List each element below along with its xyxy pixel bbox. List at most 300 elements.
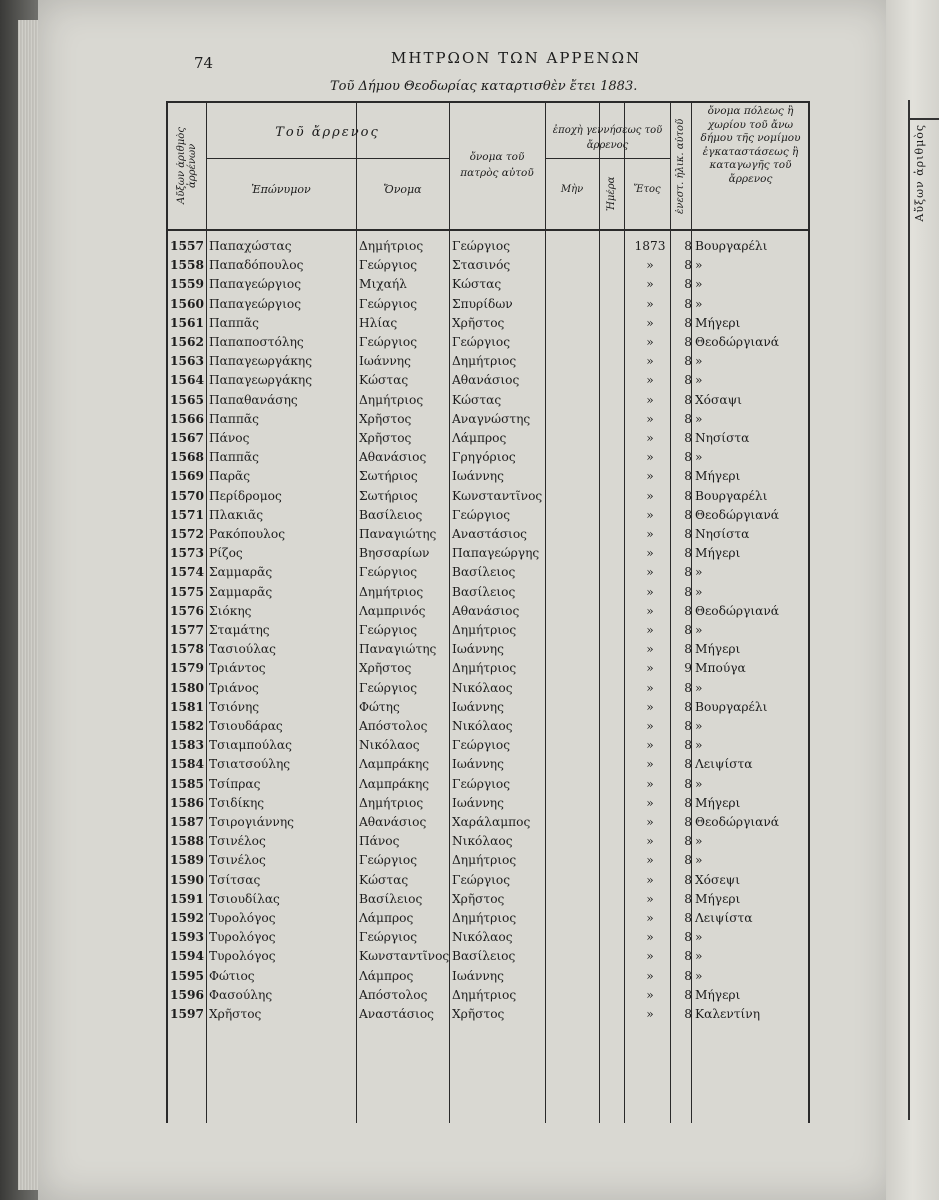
row-name: Αναστάσιος	[359, 1007, 434, 1021]
table-row	[166, 679, 806, 698]
row-name: Παναγιώτης	[359, 642, 437, 657]
row-year: »	[646, 661, 654, 676]
row-year: »	[646, 469, 654, 484]
row-serial: 1590	[170, 872, 204, 887]
row-father: Στασινός	[452, 258, 511, 273]
row-surname: Τσιουδάρας	[209, 719, 283, 733]
row-place: »	[695, 354, 703, 369]
row-year: 1873	[634, 239, 666, 253]
row-surname: Παπαδόπουλος	[209, 258, 304, 273]
table-row	[166, 621, 806, 640]
row-year: »	[646, 776, 654, 791]
row-serial: 1575	[170, 584, 204, 599]
row-name: Φώτης	[359, 699, 400, 714]
row-age: 8	[684, 795, 692, 810]
row-age: 8	[684, 603, 692, 618]
row-place: Μήγερι	[695, 987, 741, 1002]
row-name: Αθανάσιος	[359, 815, 427, 829]
table-row	[166, 928, 806, 947]
header-surname: Ἐπώνυμον	[251, 183, 311, 196]
row-surname: Τυρολόγος	[209, 949, 276, 964]
row-surname: Παπαθανάσης	[209, 392, 298, 407]
row-name: Γεώργιος	[359, 853, 418, 868]
row-serial: 1584	[170, 757, 204, 772]
row-serial: 1581	[170, 699, 204, 714]
row-serial: 1577	[170, 623, 204, 637]
row-surname: Παπαποστόλης	[209, 335, 304, 349]
row-year: »	[646, 335, 654, 349]
row-year: »	[646, 1007, 654, 1021]
row-father: Δημήτριος	[452, 987, 517, 1002]
row-age: 8	[684, 527, 692, 541]
row-name: Κώστας	[359, 373, 409, 388]
row-year: »	[646, 757, 654, 772]
row-serial: 1592	[170, 911, 204, 925]
row-surname: Σιόκης	[209, 603, 252, 618]
table-row	[166, 794, 806, 813]
row-surname: Πάνος	[209, 431, 250, 445]
row-serial: 1593	[170, 930, 204, 945]
row-year: »	[646, 392, 654, 407]
row-age: 8	[684, 642, 692, 657]
row-surname: Τυρολόγος	[209, 930, 276, 945]
row-name: Δημήτριος	[359, 584, 424, 599]
row-age: 8	[684, 469, 692, 484]
row-place: Θεοδώργιανά	[695, 603, 780, 618]
table-row	[166, 237, 806, 256]
row-place: Χόσεψι	[695, 872, 740, 887]
row-surname: Τσιουδίλας	[209, 891, 280, 906]
row-serial: 1579	[170, 661, 204, 676]
table-row	[166, 525, 806, 544]
table-row	[166, 947, 806, 966]
row-age: 8	[684, 853, 692, 868]
row-age: 8	[684, 354, 692, 369]
row-year: »	[646, 911, 654, 925]
row-father: Γεώργιος	[452, 872, 511, 887]
row-surname: Τσιαμπούλας	[209, 738, 292, 753]
row-age: 8	[684, 1007, 692, 1021]
row-father: Ιωάννης	[452, 795, 504, 810]
header-age: ἐνεστ. ἡλικ. αὐτοῦ	[675, 118, 686, 214]
row-serial: 1582	[170, 719, 204, 733]
row-surname: Τριάντος	[209, 661, 266, 676]
table-row	[166, 371, 806, 390]
table-row	[166, 851, 806, 870]
row-father: Κώστας	[452, 277, 502, 292]
table-row	[166, 909, 806, 928]
table-row	[166, 275, 806, 294]
row-father: Αθανάσιος	[452, 373, 520, 388]
table-row	[166, 314, 806, 333]
row-name: Γεώργιος	[359, 680, 418, 695]
row-place: Λειψίστα	[695, 911, 753, 925]
row-age: 8	[684, 373, 692, 388]
row-name: Χρῆστος	[359, 411, 412, 426]
row-name: Λαμπράκης	[359, 757, 430, 772]
row-year: »	[646, 431, 654, 445]
row-father: Βασίλειος	[452, 584, 516, 599]
row-surname: Σταμάτης	[209, 623, 270, 637]
row-place: Βουργαρέλι	[695, 699, 768, 714]
table-row	[166, 832, 806, 851]
row-age: 8	[684, 872, 692, 887]
row-name: Γεώργιος	[359, 258, 418, 273]
row-name: Σωτήριος	[359, 488, 418, 503]
row-father: Σπυρίδων	[452, 296, 513, 311]
row-father: Γεώργιος	[452, 507, 511, 522]
row-father: Γεώργιος	[452, 776, 511, 791]
row-name: Ιωάννης	[359, 354, 411, 369]
row-serial: 1574	[170, 565, 204, 580]
table-row	[166, 544, 806, 563]
row-place: Χόσαψι	[695, 392, 742, 407]
row-age: 8	[684, 411, 692, 426]
register-table	[166, 101, 810, 1123]
row-father: Δημήτριος	[452, 853, 517, 868]
row-place: Θεοδώργιανά	[695, 335, 780, 349]
row-father: Βασίλειος	[452, 565, 516, 580]
row-serial: 1580	[170, 680, 204, 695]
row-serial: 1576	[170, 603, 204, 618]
row-serial: 1587	[170, 815, 204, 829]
table-row	[166, 602, 806, 621]
row-year: »	[646, 527, 654, 541]
table-row	[166, 352, 806, 371]
row-name: Λάμπρος	[359, 911, 414, 925]
row-name: Κώστας	[359, 872, 409, 887]
row-place: »	[695, 450, 703, 465]
row-surname: Παππᾶς	[209, 411, 259, 426]
row-father: Γεώργιος	[452, 239, 511, 253]
row-name: Δημήτριος	[359, 239, 424, 253]
row-serial: 1570	[170, 488, 204, 503]
row-place: »	[695, 930, 703, 945]
row-age: 8	[684, 584, 692, 599]
row-surname: Φώτιος	[209, 968, 255, 983]
row-year: »	[646, 488, 654, 503]
row-surname: Τυρολόγος	[209, 911, 276, 925]
page-subtitle: Τοῦ Δήμου Θεοδωρίας καταρτισθὲν ἔτει 1883.	[330, 79, 638, 94]
row-surname: Παρᾶς	[209, 469, 251, 484]
row-father: Νικόλαος	[452, 930, 513, 945]
row-place: Μήγερι	[695, 469, 741, 484]
row-father: Νικόλαος	[452, 680, 513, 695]
row-father: Χρῆστος	[452, 1007, 505, 1021]
header-birth-group: ἐποχὴ γεννήσεως τοῦ ἄρρενος	[552, 125, 663, 151]
table-row	[166, 583, 806, 602]
row-father: Χαράλαμπος	[452, 815, 531, 829]
row-place: »	[695, 565, 703, 580]
row-place: Νησίστα	[695, 431, 750, 445]
row-name: Χρῆστος	[359, 661, 412, 676]
row-serial: 1559	[170, 277, 204, 292]
row-place: Θεοδώργιανά	[695, 507, 780, 522]
row-year: »	[646, 584, 654, 599]
row-year: »	[646, 354, 654, 369]
row-surname: Παππᾶς	[209, 450, 259, 465]
header-serial: Αὔξων ἀριθμὸς ἀρρένων	[176, 127, 198, 205]
row-serial: 1563	[170, 354, 204, 369]
row-serial: 1565	[170, 392, 204, 407]
table-row	[166, 410, 806, 429]
row-age: 8	[684, 987, 692, 1002]
row-serial: 1589	[170, 853, 204, 868]
row-age: 8	[684, 431, 692, 445]
row-age: 8	[684, 488, 692, 503]
row-year: »	[646, 853, 654, 868]
row-place: »	[695, 584, 703, 599]
table-row	[166, 813, 806, 832]
row-serial: 1591	[170, 891, 204, 906]
row-age: 8	[684, 834, 692, 849]
next-page-rule	[908, 100, 910, 1120]
rule-right	[808, 101, 810, 1123]
row-place: Καλεντίνη	[695, 1007, 761, 1021]
table-row	[166, 775, 806, 794]
row-father: Αναγνώστης	[452, 411, 531, 426]
row-serial: 1597	[170, 1007, 204, 1021]
table-row	[166, 967, 806, 986]
row-age: 8	[684, 891, 692, 906]
header-father: ὄνομα τοῦ πατρὸς αὐτοῦ	[460, 151, 534, 179]
row-year: »	[646, 507, 654, 522]
row-place: »	[695, 680, 703, 695]
row-serial: 1586	[170, 795, 204, 810]
table-row	[166, 640, 806, 659]
row-place: »	[695, 296, 703, 311]
row-year: »	[646, 603, 654, 618]
row-surname: Τσίπρας	[209, 776, 261, 791]
row-year: »	[646, 277, 654, 292]
row-year: »	[646, 258, 654, 273]
page-number: 74	[194, 54, 214, 72]
row-place: Μπούγα	[695, 661, 746, 676]
row-name: Κωνσταντῖνος	[359, 949, 450, 964]
row-age: 8	[684, 911, 692, 925]
table-row	[166, 256, 806, 275]
table-row	[166, 717, 806, 736]
row-age: 8	[684, 507, 692, 522]
row-father: Χρῆστος	[452, 891, 505, 906]
row-surname: Σαμμαρᾶς	[209, 565, 273, 580]
row-name: Νικόλαος	[359, 738, 420, 753]
row-place: »	[695, 719, 703, 733]
row-father: Γρηγόριος	[452, 450, 516, 465]
row-father: Νικόλαος	[452, 834, 513, 849]
rule-header-bottom	[166, 229, 810, 231]
row-father: Χρῆστος	[452, 315, 505, 330]
row-father: Αθανάσιος	[452, 603, 520, 618]
row-name: Γεώργιος	[359, 335, 418, 349]
row-father: Ιωάννης	[452, 642, 504, 657]
row-age: 8	[684, 623, 692, 637]
row-age: 8	[684, 296, 692, 311]
row-surname: Παπαγεώργιος	[209, 296, 302, 311]
row-year: »	[646, 719, 654, 733]
row-serial: 1571	[170, 507, 204, 522]
row-serial: 1564	[170, 373, 204, 388]
row-surname: Τσιατσούλης	[209, 757, 291, 772]
row-age: 8	[684, 680, 692, 695]
row-father: Λάμπρος	[452, 431, 507, 445]
row-year: »	[646, 987, 654, 1002]
next-page-label: Αὔξων ἀριθμὸς	[913, 124, 926, 222]
row-serial: 1573	[170, 546, 204, 561]
row-place: »	[695, 373, 703, 388]
row-serial: 1562	[170, 335, 204, 349]
row-age: 8	[684, 335, 692, 349]
row-father: Δημήτριος	[452, 911, 517, 925]
row-year: »	[646, 411, 654, 426]
row-year: »	[646, 450, 654, 465]
row-serial: 1585	[170, 776, 204, 791]
row-year: »	[646, 315, 654, 330]
row-place: »	[695, 411, 703, 426]
row-name: Πάνος	[359, 834, 400, 849]
row-surname: Τσιδίκης	[209, 795, 265, 810]
row-name: Γεώργιος	[359, 623, 418, 637]
header-day: Ἡμέρα	[606, 176, 617, 212]
table-row	[166, 429, 806, 448]
row-age: 9	[684, 661, 692, 676]
row-place: Βουργαρέλι	[695, 488, 768, 503]
row-serial: 1572	[170, 527, 204, 541]
page-title: ΜΗΤΡΩΟΝ ΤΩΝ ΑΡΡΕΝΩΝ	[391, 49, 642, 67]
row-age: 8	[684, 738, 692, 753]
row-year: »	[646, 565, 654, 580]
row-serial: 1567	[170, 431, 204, 445]
row-name: Δημήτριος	[359, 392, 424, 407]
row-surname: Τσίτσας	[209, 872, 261, 887]
row-place: »	[695, 853, 703, 868]
row-name: Απόστολος	[359, 987, 428, 1002]
row-age: 8	[684, 277, 692, 292]
row-year: »	[646, 930, 654, 945]
row-place: Νησίστα	[695, 527, 750, 541]
row-father: Νικόλαος	[452, 719, 513, 733]
row-age: 8	[684, 949, 692, 964]
next-page-header-rule	[908, 118, 939, 120]
row-year: »	[646, 949, 654, 964]
row-surname: Τσιρογιάννης	[209, 815, 294, 829]
row-surname: Ρακόπουλος	[209, 527, 286, 541]
table-row	[166, 736, 806, 755]
row-age: 8	[684, 719, 692, 733]
row-age: 8	[684, 757, 692, 772]
header-place: ὄνομα πόλεως ἢ χωρίου τοῦ ἄνω δήμου τῆς νομίμου ἐγκαταστάσεως ἢ καταγωγῆς τοῦ ἄρρενος	[700, 105, 801, 185]
table-row	[166, 333, 806, 352]
row-year: »	[646, 373, 654, 388]
row-age: 8	[684, 450, 692, 465]
row-name: Γεώργιος	[359, 296, 418, 311]
row-year: »	[646, 623, 654, 637]
row-surname: Περίδρομος	[209, 488, 282, 503]
row-age: 8	[684, 699, 692, 714]
row-place: Μήγερι	[695, 315, 741, 330]
row-serial: 1588	[170, 834, 204, 849]
row-surname: Πλακιᾶς	[209, 507, 264, 522]
row-father: Ιωάννης	[452, 757, 504, 772]
row-father: Κωνσταντῖνος	[452, 488, 543, 503]
row-surname: Παπαγεωργάκης	[209, 373, 313, 388]
row-age: 8	[684, 968, 692, 983]
row-age: 8	[684, 258, 692, 273]
row-year: »	[646, 968, 654, 983]
row-year: »	[646, 795, 654, 810]
row-age: 8	[684, 239, 692, 253]
table-row	[166, 698, 806, 717]
row-serial: 1558	[170, 258, 204, 273]
table-row	[166, 563, 806, 582]
row-name: Απόστολος	[359, 719, 428, 733]
row-name: Βασίλειος	[359, 891, 423, 906]
table-row	[166, 467, 806, 486]
row-place: »	[695, 623, 703, 637]
row-place: »	[695, 258, 703, 273]
header-year: Ἔτος	[633, 184, 661, 195]
row-place: Μήγερι	[695, 795, 741, 810]
row-place: »	[695, 277, 703, 292]
row-serial: 1560	[170, 296, 204, 311]
row-year: »	[646, 546, 654, 561]
row-surname: Παππᾶς	[209, 315, 259, 330]
row-age: 8	[684, 546, 692, 561]
row-place: Μήγερι	[695, 891, 741, 906]
next-page-edge	[886, 0, 939, 1200]
row-surname: Ρίζος	[209, 546, 243, 561]
row-serial: 1557	[170, 239, 204, 253]
row-age: 8	[684, 776, 692, 791]
row-surname: Τριάνος	[209, 680, 259, 695]
row-father: Κώστας	[452, 392, 502, 407]
row-name: Βησσαρίων	[359, 546, 430, 561]
row-year: »	[646, 834, 654, 849]
row-name: Γεώργιος	[359, 930, 418, 945]
row-surname: Φασούλης	[209, 987, 273, 1002]
table-row	[166, 659, 806, 678]
row-name: Βασίλειος	[359, 507, 423, 522]
row-age: 8	[684, 392, 692, 407]
row-serial: 1569	[170, 469, 204, 484]
row-name: Δημήτριος	[359, 795, 424, 810]
table-row	[166, 871, 806, 890]
rule-birth-group	[545, 158, 670, 159]
header-name: Ὄνομα	[383, 183, 422, 196]
row-name: Λαμπράκης	[359, 776, 430, 791]
row-surname: Παπαγεώργιος	[209, 277, 302, 292]
table-row	[166, 391, 806, 410]
row-father: Βασίλειος	[452, 949, 516, 964]
table-row	[166, 295, 806, 314]
row-name: Χρῆστος	[359, 431, 412, 445]
row-father: Αναστάσιος	[452, 527, 527, 541]
row-name: Λάμπρος	[359, 968, 414, 983]
row-father: Γεώργιος	[452, 335, 511, 349]
row-father: Παπαγεώργης	[452, 546, 540, 561]
table-row	[166, 506, 806, 525]
row-place: »	[695, 776, 703, 791]
row-place: Θεοδώργιανά	[695, 815, 780, 829]
row-surname: Χρῆστος	[209, 1007, 262, 1021]
row-place: Βουργαρέλι	[695, 239, 768, 253]
row-name: Γεώργιος	[359, 565, 418, 580]
row-father: Γεώργιος	[452, 738, 511, 753]
row-year: »	[646, 642, 654, 657]
row-year: »	[646, 891, 654, 906]
row-age: 8	[684, 315, 692, 330]
row-year: »	[646, 296, 654, 311]
